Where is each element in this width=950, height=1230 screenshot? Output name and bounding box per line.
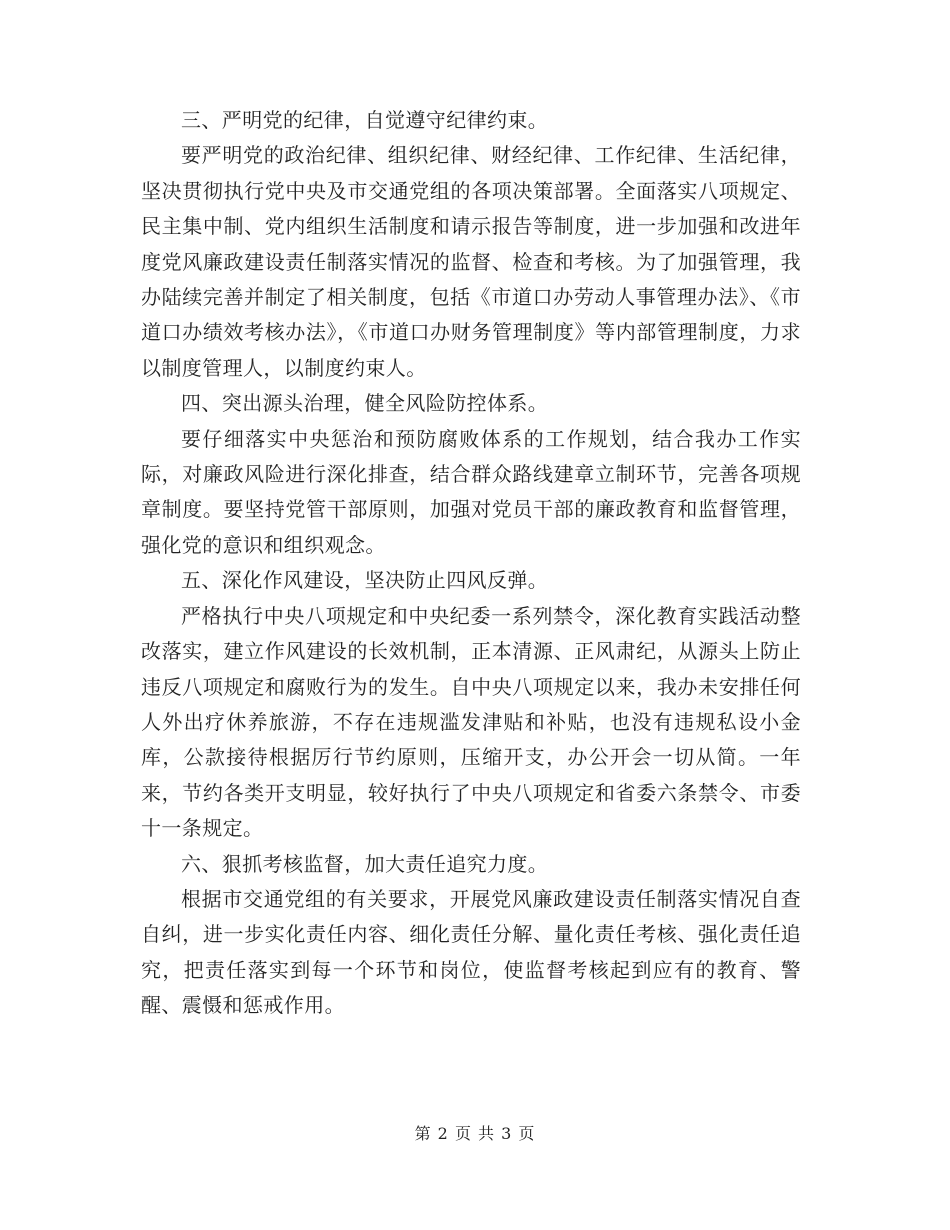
section-heading-5: 五、深化作风建设，坚决防止四风反弹。 bbox=[181, 568, 549, 593]
section-heading-6: 六、狠抓考核监督，加大责任追究力度。 bbox=[181, 851, 549, 876]
body-paragraph: 严格执行中央八项规定和中央纪委一系列禁令，深化教育实践活动整改落实，建立作风建设的长效机制，正本清源、正风肃纪，从源头上防止违反八项规定和腐败行为的发生。自中央八项规定以来，我办未安排任何人外出疗休养旅游，不存在违规滥发津贴和补贴，也没有违规私设小金库，公款接待根据厉行节约原则，压缩开支，办公开会一切从简。一年来，节约各类开支明显，较好执行了中央八项规定和省委六条禁令、市委十一条规定。 bbox=[141, 603, 801, 841]
section-heading-4: 四、突出源头治理，健全风险防控体系。 bbox=[181, 391, 549, 416]
page-number-footer: 第 2 页 共 3 页 bbox=[414, 1124, 536, 1143]
body-paragraph: 根据市交通党组的有关要求，开展党风廉政建设责任制落实情况自查自纠，进一步实化责任内容、细化责任分解、量化责任考核、强化责任追究，把责任落实到每一个环节和岗位，使监督考核起到应有的教育、警醒、震慑和惩戒作用。 bbox=[141, 886, 801, 1018]
document-body bbox=[141, 103, 801, 1024]
body-paragraph: 要仔细落实中央惩治和预防腐败体系的工作规划，结合我办工作实际，对廉政风险进行深化排查，结合群众路线建章立制环节，完善各项规章制度。要坚持党管干部原则，加强对党员干部的廉政教育和监督管理，强化党的意识和组织观念。 bbox=[141, 426, 801, 557]
body-paragraph: 要严明党的政治纪律、组织纪律、财经纪律、工作纪律、生活纪律，坚决贯彻执行党中央及市交通党组的各项决策部署。全面落实八项规定、民主集中制、党内组织生活制度和请示报告等制度，进一步加强和改进年度党风廉政建设责任制落实情况的监督、检查和考核。为了加强管理，我办陆续完善并制定了相关制度，包括《市道口办劳动人事管理办法》、《市道口办绩效考核办法》，《市道口办财务管理制度》等内部管理制度，力求以制度管理人，以制度约束人。 bbox=[141, 143, 801, 380]
section-heading-3: 三、严明党的纪律，自觉遵守纪律约束。 bbox=[181, 108, 549, 132]
